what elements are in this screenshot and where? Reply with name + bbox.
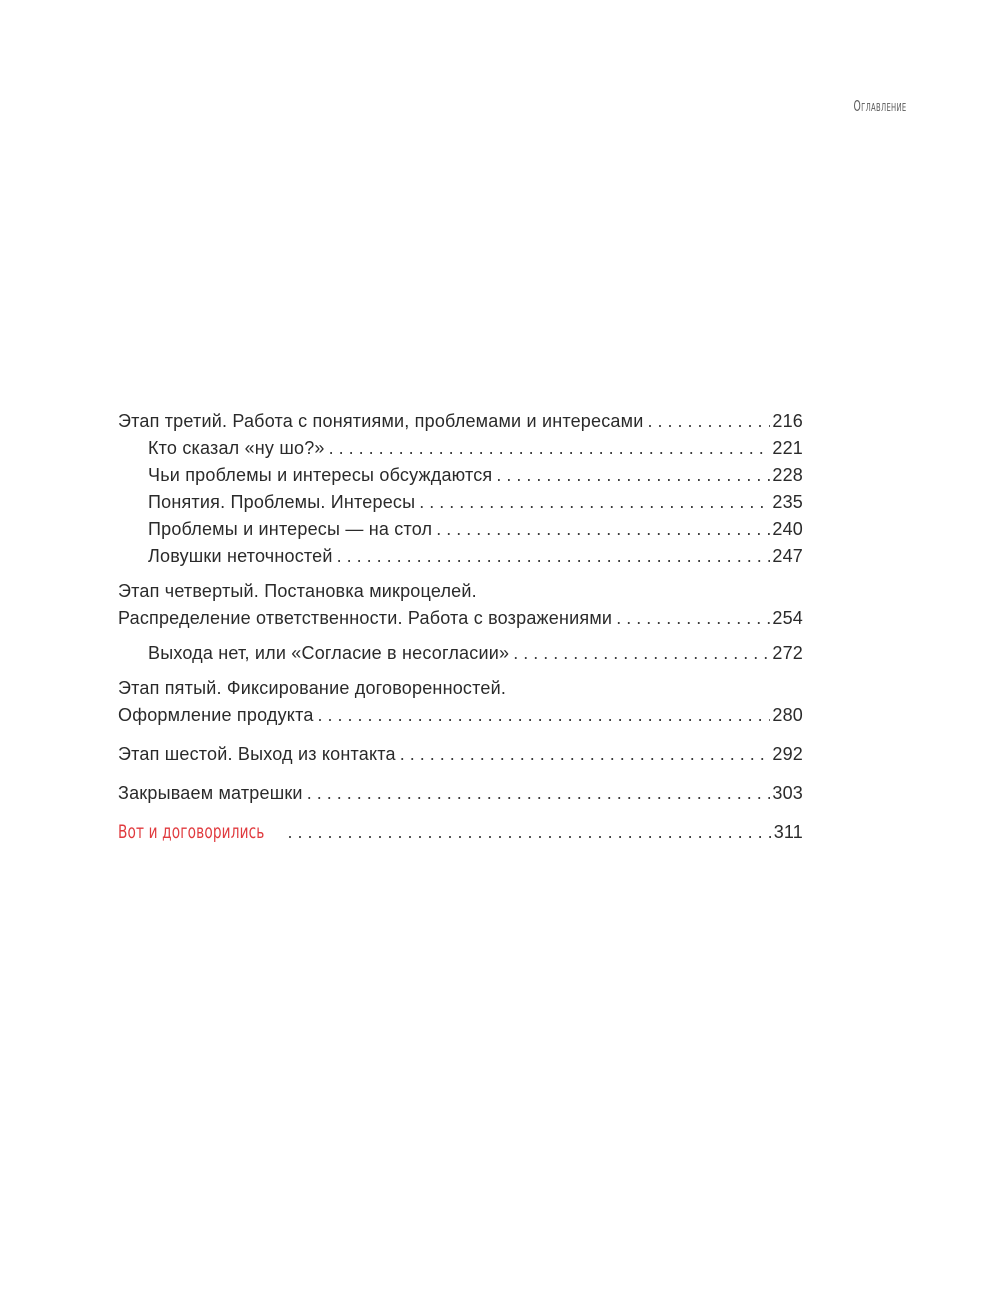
dot-leader [318,702,771,729]
dot-leader [436,516,770,543]
toc-entry-title: Этап шестой. Выход из контакта [118,744,396,764]
spacer [118,807,803,819]
dot-leader [307,780,771,807]
toc-entry[interactable] [118,741,803,768]
toc-entry-page: 216 [772,411,803,431]
spacer [118,768,803,780]
toc-entry-title: Чьи проблемы и интересы обсуждаются [148,465,493,485]
dot-leader [288,819,772,846]
toc-entry-page: 280 [772,705,803,725]
toc-entry-title: Распределение ответственности. Работа с возражениями [118,608,613,628]
dot-leader [400,741,771,768]
toc-subentry[interactable] [118,516,803,543]
dot-leader [329,435,771,462]
toc-entry-title: Этап третий. Работа с понятиями, проблемами и интересами [118,411,644,431]
toc-subentry[interactable] [118,543,803,570]
toc-entry[interactable] [118,578,803,632]
spacer [118,667,803,675]
spacer [118,729,803,741]
toc-subentry[interactable] [118,435,803,462]
toc-entry-title: Оформление продукта [118,705,314,725]
toc-entry-title: Вот и договорились [118,821,265,843]
toc-subentry[interactable] [118,462,803,489]
toc-subentry[interactable] [118,489,803,516]
dot-leader [496,462,770,489]
toc-entry[interactable] [118,675,803,729]
toc-entry-page: 292 [772,744,803,764]
toc-entry[interactable] [118,780,803,807]
toc-entry-page: 311 [773,822,803,842]
table-of-contents [118,408,803,846]
toc-entry-title-line1: Этап четвертый. Постановка микроцелей. [118,581,477,601]
toc-entry-page: 235 [772,492,803,512]
spacer [118,570,803,578]
toc-entry-title: Понятия. Проблемы. Интересы [148,492,416,512]
dot-leader [513,640,770,667]
dot-leader [337,543,771,570]
toc-entry-page: 240 [772,519,803,539]
toc-entry-title: Проблемы и интересы — на стол [148,519,433,539]
toc-entry-page: 272 [772,643,803,663]
toc-entry-page: 247 [772,546,803,566]
toc-entry-title: Закрываем матрешки [118,783,303,803]
toc-entry-highlighted[interactable] [118,819,803,846]
toc-entry-page: 221 [772,438,803,458]
dot-leader [647,408,770,435]
toc-entry-title-line1: Этап пятый. Фиксирование договоренностей. [118,678,507,698]
toc-entry-page: 254 [772,608,803,628]
toc-entry-title: Выхода нет, или «Согласие в несогласии» [148,643,510,663]
dot-leader [616,605,770,632]
toc-entry-title: Кто сказал «ну шо?» [148,438,325,458]
toc-entry-page: 303 [772,783,803,803]
toc-entry-page: 228 [772,465,803,485]
dot-leader [419,489,770,516]
running-header-title: Оглавление [853,97,907,115]
toc-entry[interactable] [118,408,803,435]
toc-entry-title: Ловушки неточностей [148,546,333,566]
toc-subentry[interactable] [118,640,803,667]
spacer [118,632,803,640]
